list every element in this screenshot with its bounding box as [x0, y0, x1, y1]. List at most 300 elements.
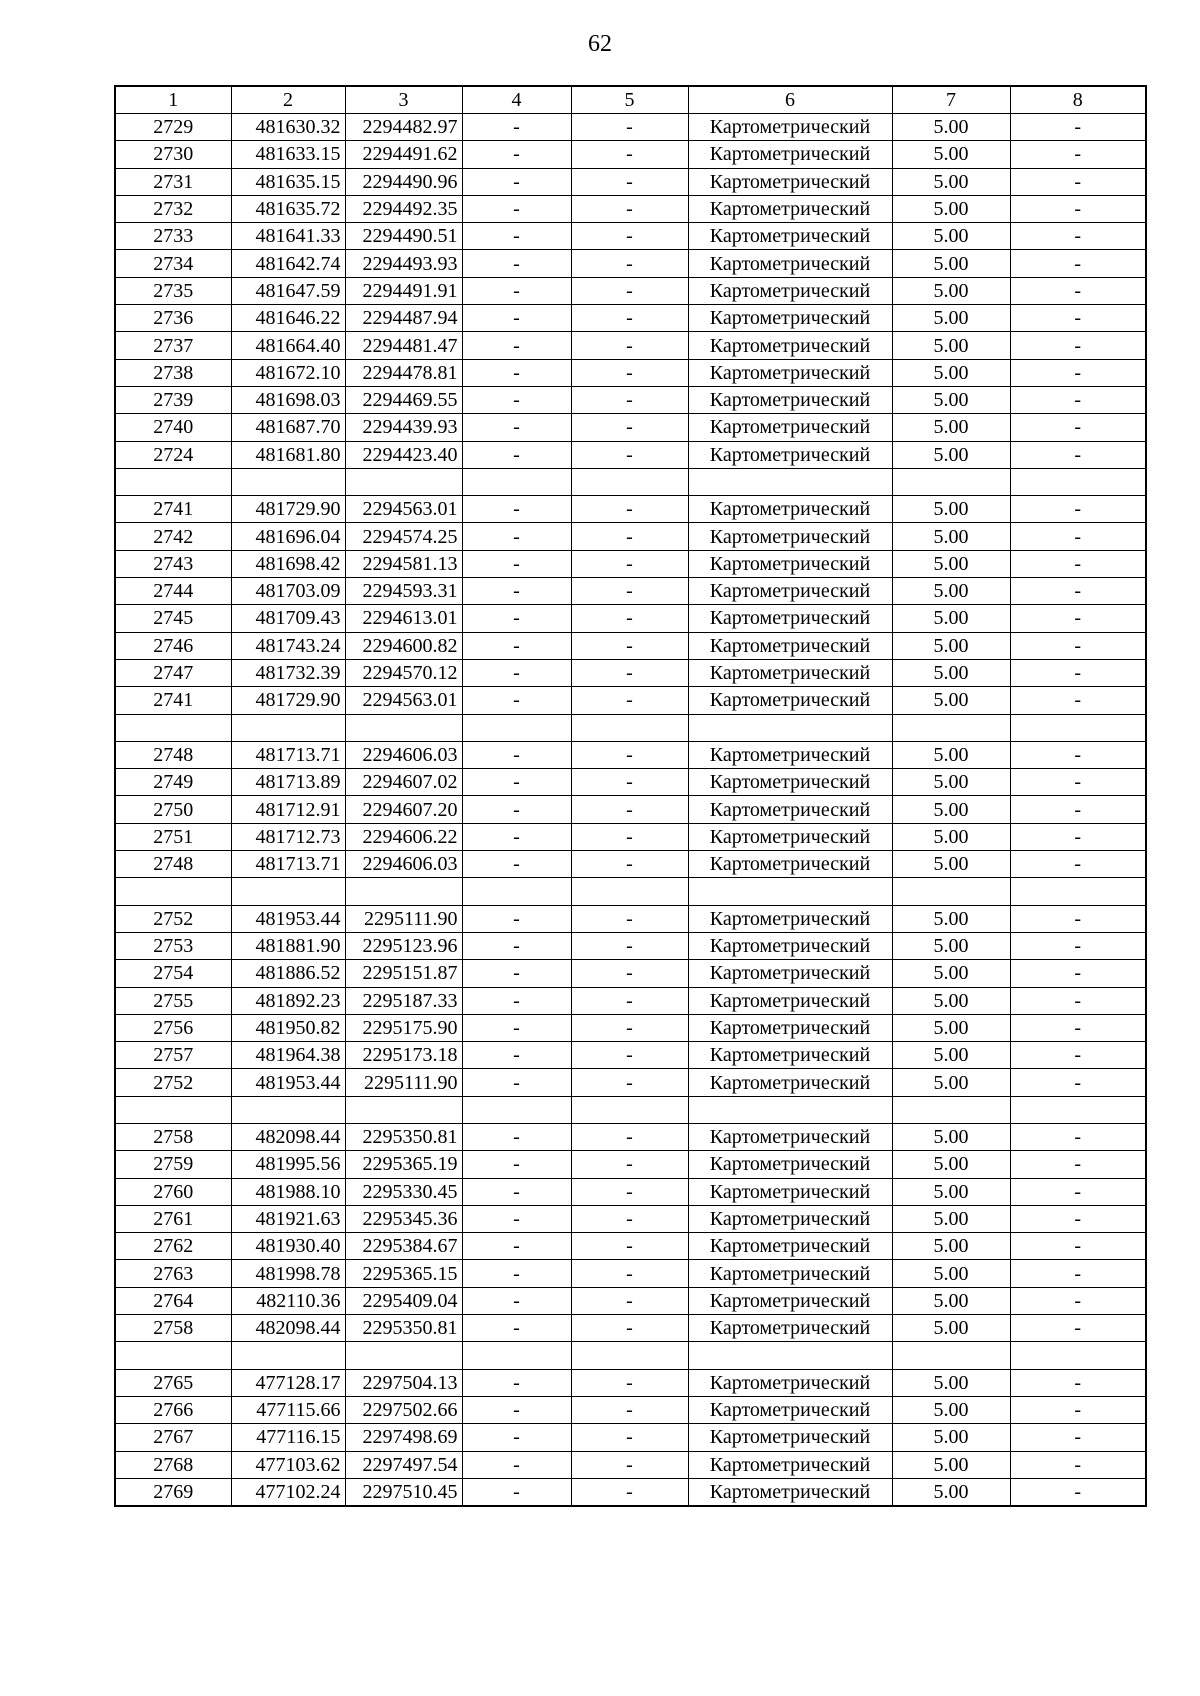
cell-method: Картометрический	[688, 769, 892, 796]
table-row	[115, 769, 1146, 796]
cell-point-number	[115, 1096, 231, 1123]
cell-accuracy: 5.00	[892, 1151, 1010, 1178]
cell-accuracy: 5.00	[892, 659, 1010, 686]
cell-coord-x: 481687.70	[231, 414, 345, 441]
cell-col-8: -	[1010, 1478, 1146, 1506]
cell-col-4: -	[462, 1205, 571, 1232]
cell-col-8: -	[1010, 1042, 1146, 1069]
cell-method: Картометрический	[688, 1260, 892, 1287]
column-header-8: 8	[1010, 86, 1146, 114]
column-header-3: 3	[345, 86, 462, 114]
cell-coord-y: 2297502.66	[345, 1396, 462, 1423]
cell-col-8: -	[1010, 741, 1146, 768]
cell-accuracy: 5.00	[892, 141, 1010, 168]
cell-method: Картометрический	[688, 796, 892, 823]
cell-col-4: -	[462, 769, 571, 796]
cell-accuracy	[892, 468, 1010, 495]
cell-accuracy: 5.00	[892, 1014, 1010, 1041]
cell-accuracy: 5.00	[892, 1287, 1010, 1314]
cell-col-5: -	[571, 1424, 688, 1451]
cell-coord-y: 2294607.02	[345, 769, 462, 796]
cell-point-number: 2724	[115, 441, 231, 468]
cell-method: Картометрический	[688, 386, 892, 413]
cell-coord-y: 2295345.36	[345, 1205, 462, 1232]
table-row	[115, 1424, 1146, 1451]
cell-accuracy: 5.00	[892, 114, 1010, 141]
cell-accuracy: 5.00	[892, 1396, 1010, 1423]
cell-point-number	[115, 714, 231, 741]
cell-method: Картометрический	[688, 114, 892, 141]
cell-method: Картометрический	[688, 960, 892, 987]
cell-coord-y: 2295111.90	[345, 905, 462, 932]
cell-coord-x: 481646.22	[231, 305, 345, 332]
table-row	[115, 250, 1146, 277]
table-row	[115, 987, 1146, 1014]
page-number: 62	[588, 31, 612, 57]
cell-point-number: 2734	[115, 250, 231, 277]
cell-col-4: -	[462, 1424, 571, 1451]
table-row	[115, 1096, 1146, 1123]
cell-point-number: 2758	[115, 1315, 231, 1342]
cell-col-5: -	[571, 960, 688, 987]
cell-method: Картометрический	[688, 195, 892, 222]
cell-coord-x: 481729.90	[231, 496, 345, 523]
cell-col-8: -	[1010, 578, 1146, 605]
cell-col-4: -	[462, 414, 571, 441]
cell-col-4: -	[462, 359, 571, 386]
cell-accuracy: 5.00	[892, 960, 1010, 987]
table-row	[115, 141, 1146, 168]
cell-accuracy: 5.00	[892, 332, 1010, 359]
cell-point-number: 2755	[115, 987, 231, 1014]
column-header-1: 1	[115, 86, 231, 114]
cell-point-number: 2740	[115, 414, 231, 441]
cell-col-5: -	[571, 332, 688, 359]
cell-col-8: -	[1010, 605, 1146, 632]
cell-col-8: -	[1010, 141, 1146, 168]
table-row	[115, 441, 1146, 468]
cell-coord-y: 2294493.93	[345, 250, 462, 277]
cell-method: Картометрический	[688, 741, 892, 768]
cell-accuracy	[892, 878, 1010, 905]
table-row	[115, 1260, 1146, 1287]
cell-col-5: -	[571, 1369, 688, 1396]
cell-coord-y: 2295384.67	[345, 1233, 462, 1260]
cell-col-4: -	[462, 223, 571, 250]
cell-col-5: -	[571, 195, 688, 222]
cell-col-4	[462, 468, 571, 495]
cell-col-8: -	[1010, 987, 1146, 1014]
cell-col-5: -	[571, 851, 688, 878]
table-row	[115, 386, 1146, 413]
cell-col-4: -	[462, 1233, 571, 1260]
cell-method: Картометрический	[688, 578, 892, 605]
cell-point-number: 2756	[115, 1014, 231, 1041]
cell-col-4: -	[462, 550, 571, 577]
cell-accuracy: 5.00	[892, 987, 1010, 1014]
cell-accuracy: 5.00	[892, 1451, 1010, 1478]
cell-coord-y: 2294481.47	[345, 332, 462, 359]
cell-col-4: -	[462, 1451, 571, 1478]
cell-col-8: -	[1010, 496, 1146, 523]
cell-col-4: -	[462, 332, 571, 359]
cell-coord-x: 477116.15	[231, 1424, 345, 1451]
cell-coord-x	[231, 1342, 345, 1369]
table-row	[115, 632, 1146, 659]
cell-point-number: 2753	[115, 932, 231, 959]
cell-point-number: 2757	[115, 1042, 231, 1069]
cell-col-4: -	[462, 1014, 571, 1041]
cell-point-number: 2765	[115, 1369, 231, 1396]
cell-col-5: -	[571, 359, 688, 386]
cell-col-8: -	[1010, 1233, 1146, 1260]
cell-point-number: 2768	[115, 1451, 231, 1478]
cell-method: Картометрический	[688, 277, 892, 304]
cell-coord-y	[345, 1342, 462, 1369]
cell-method: Картометрический	[688, 550, 892, 577]
cell-point-number: 2761	[115, 1205, 231, 1232]
cell-method: Картометрический	[688, 1287, 892, 1314]
cell-coord-y: 2295365.15	[345, 1260, 462, 1287]
cell-coord-y: 2295123.96	[345, 932, 462, 959]
table-row	[115, 468, 1146, 495]
cell-method: Картометрический	[688, 1178, 892, 1205]
cell-method: Картометрический	[688, 523, 892, 550]
cell-coord-y: 2297497.54	[345, 1451, 462, 1478]
cell-method: Картометрический	[688, 1451, 892, 1478]
table-row	[115, 878, 1146, 905]
cell-col-8: -	[1010, 769, 1146, 796]
cell-col-4: -	[462, 114, 571, 141]
cell-point-number: 2762	[115, 1233, 231, 1260]
cell-point-number: 2758	[115, 1123, 231, 1150]
cell-coord-x	[231, 1096, 345, 1123]
cell-col-5: -	[571, 1178, 688, 1205]
table-row	[115, 851, 1146, 878]
cell-col-5: -	[571, 550, 688, 577]
cell-col-5: -	[571, 1478, 688, 1506]
cell-accuracy: 5.00	[892, 605, 1010, 632]
cell-accuracy: 5.00	[892, 1178, 1010, 1205]
cell-coord-y: 2297510.45	[345, 1478, 462, 1506]
cell-coord-x: 481881.90	[231, 932, 345, 959]
cell-accuracy: 5.00	[892, 741, 1010, 768]
cell-col-8: -	[1010, 932, 1146, 959]
cell-method: Картометрический	[688, 659, 892, 686]
cell-coord-y: 2295151.87	[345, 960, 462, 987]
cell-col-5: -	[571, 687, 688, 714]
cell-point-number: 2766	[115, 1396, 231, 1423]
column-header-2: 2	[231, 86, 345, 114]
cell-coord-y: 2297504.13	[345, 1369, 462, 1396]
cell-method: Картометрический	[688, 1042, 892, 1069]
table-row	[115, 195, 1146, 222]
table-row	[115, 305, 1146, 332]
cell-point-number: 2760	[115, 1178, 231, 1205]
cell-method: Картометрический	[688, 905, 892, 932]
cell-col-5: -	[571, 523, 688, 550]
cell-coord-y: 2295111.90	[345, 1069, 462, 1096]
column-header-5: 5	[571, 86, 688, 114]
cell-col-4: -	[462, 305, 571, 332]
cell-coord-y: 2295350.81	[345, 1123, 462, 1150]
cell-method	[688, 1096, 892, 1123]
cell-col-8: -	[1010, 277, 1146, 304]
cell-col-8: -	[1010, 250, 1146, 277]
cell-col-4: -	[462, 1069, 571, 1096]
cell-point-number: 2737	[115, 332, 231, 359]
cell-coord-y: 2294607.20	[345, 796, 462, 823]
cell-method: Картометрический	[688, 305, 892, 332]
cell-col-5: -	[571, 1260, 688, 1287]
cell-col-5: -	[571, 114, 688, 141]
cell-col-8: -	[1010, 960, 1146, 987]
table-body	[115, 114, 1146, 1506]
cell-coord-y: 2295330.45	[345, 1178, 462, 1205]
cell-col-4: -	[462, 441, 571, 468]
cell-col-4: -	[462, 960, 571, 987]
cell-accuracy: 5.00	[892, 769, 1010, 796]
cell-col-5	[571, 714, 688, 741]
table-row	[115, 277, 1146, 304]
table-row	[115, 905, 1146, 932]
cell-coord-y: 2294423.40	[345, 441, 462, 468]
cell-col-4: -	[462, 141, 571, 168]
cell-col-4: -	[462, 1478, 571, 1506]
cell-col-5: -	[571, 987, 688, 1014]
cell-point-number: 2731	[115, 168, 231, 195]
cell-col-4: -	[462, 1123, 571, 1150]
cell-col-8	[1010, 1342, 1146, 1369]
cell-accuracy: 5.00	[892, 195, 1010, 222]
cell-col-8: -	[1010, 414, 1146, 441]
cell-coord-x: 481921.63	[231, 1205, 345, 1232]
cell-accuracy: 5.00	[892, 1205, 1010, 1232]
cell-col-8	[1010, 714, 1146, 741]
cell-col-5	[571, 1342, 688, 1369]
cell-coord-x: 481664.40	[231, 332, 345, 359]
table-row	[115, 1042, 1146, 1069]
cell-accuracy: 5.00	[892, 550, 1010, 577]
cell-col-8: -	[1010, 1451, 1146, 1478]
cell-point-number: 2733	[115, 223, 231, 250]
cell-point-number: 2751	[115, 823, 231, 850]
cell-col-4: -	[462, 605, 571, 632]
cell-accuracy	[892, 1342, 1010, 1369]
cell-coord-y: 2294439.93	[345, 414, 462, 441]
cell-col-8: -	[1010, 223, 1146, 250]
cell-coord-y: 2294563.01	[345, 687, 462, 714]
column-header-4: 4	[462, 86, 571, 114]
cell-col-4	[462, 1342, 571, 1369]
cell-coord-x: 481635.72	[231, 195, 345, 222]
cell-col-8: -	[1010, 1151, 1146, 1178]
cell-col-8: -	[1010, 905, 1146, 932]
table-row	[115, 687, 1146, 714]
table-row	[115, 223, 1146, 250]
cell-point-number: 2759	[115, 1151, 231, 1178]
table-row	[115, 659, 1146, 686]
cell-col-8	[1010, 1096, 1146, 1123]
cell-col-5: -	[571, 250, 688, 277]
cell-accuracy: 5.00	[892, 1123, 1010, 1150]
cell-method: Картометрический	[688, 1315, 892, 1342]
cell-point-number	[115, 878, 231, 905]
cell-col-8: -	[1010, 796, 1146, 823]
cell-col-5	[571, 468, 688, 495]
cell-point-number: 2748	[115, 741, 231, 768]
cell-coord-x: 481712.73	[231, 823, 345, 850]
cell-method: Картометрический	[688, 1233, 892, 1260]
cell-col-8: -	[1010, 659, 1146, 686]
cell-method: Картометрический	[688, 1369, 892, 1396]
cell-col-4: -	[462, 1178, 571, 1205]
table-row	[115, 714, 1146, 741]
cell-coord-y: 2294487.94	[345, 305, 462, 332]
cell-coord-y: 2295365.19	[345, 1151, 462, 1178]
cell-accuracy: 5.00	[892, 578, 1010, 605]
cell-col-5: -	[571, 632, 688, 659]
cell-method	[688, 1342, 892, 1369]
table-row	[115, 932, 1146, 959]
cell-col-5: -	[571, 769, 688, 796]
cell-method: Картометрический	[688, 851, 892, 878]
cell-point-number: 2748	[115, 851, 231, 878]
cell-coord-y: 2294563.01	[345, 496, 462, 523]
cell-col-5: -	[571, 1014, 688, 1041]
cell-method: Картометрический	[688, 932, 892, 959]
cell-col-8	[1010, 468, 1146, 495]
cell-point-number: 2747	[115, 659, 231, 686]
cell-col-8: -	[1010, 851, 1146, 878]
table-row	[115, 796, 1146, 823]
cell-coord-x: 481647.59	[231, 277, 345, 304]
cell-accuracy: 5.00	[892, 1315, 1010, 1342]
cell-col-4	[462, 878, 571, 905]
cell-method: Картометрический	[688, 687, 892, 714]
cell-col-4: -	[462, 1287, 571, 1314]
cell-accuracy	[892, 1096, 1010, 1123]
cell-col-8: -	[1010, 386, 1146, 413]
cell-coord-y: 2294606.03	[345, 741, 462, 768]
cell-method: Картометрический	[688, 359, 892, 386]
table-row	[115, 114, 1146, 141]
cell-accuracy: 5.00	[892, 687, 1010, 714]
cell-coord-x: 481641.33	[231, 223, 345, 250]
cell-coord-y: 2294492.35	[345, 195, 462, 222]
cell-coord-y: 2294491.91	[345, 277, 462, 304]
cell-point-number: 2735	[115, 277, 231, 304]
cell-col-8: -	[1010, 359, 1146, 386]
cell-coord-x: 482110.36	[231, 1287, 345, 1314]
cell-accuracy: 5.00	[892, 932, 1010, 959]
coordinates-table	[114, 85, 1147, 1507]
table-row	[115, 1178, 1146, 1205]
cell-point-number: 2763	[115, 1260, 231, 1287]
cell-col-4: -	[462, 523, 571, 550]
cell-col-5: -	[571, 1205, 688, 1232]
cell-method: Картометрический	[688, 168, 892, 195]
cell-point-number: 2742	[115, 523, 231, 550]
cell-point-number: 2750	[115, 796, 231, 823]
cell-accuracy: 5.00	[892, 632, 1010, 659]
cell-coord-x: 477115.66	[231, 1396, 345, 1423]
cell-method	[688, 878, 892, 905]
cell-coord-x	[231, 468, 345, 495]
cell-method: Картометрический	[688, 496, 892, 523]
cell-col-8: -	[1010, 1315, 1146, 1342]
cell-coord-y: 2294600.82	[345, 632, 462, 659]
cell-method: Картометрический	[688, 332, 892, 359]
cell-accuracy: 5.00	[892, 851, 1010, 878]
cell-method: Картометрический	[688, 823, 892, 850]
cell-col-5: -	[571, 578, 688, 605]
cell-col-8: -	[1010, 114, 1146, 141]
cell-col-5: -	[571, 932, 688, 959]
cell-col-8: -	[1010, 332, 1146, 359]
table-row	[115, 496, 1146, 523]
cell-coord-x: 481886.52	[231, 960, 345, 987]
cell-coord-x	[231, 714, 345, 741]
cell-coord-x: 481630.32	[231, 114, 345, 141]
table-row	[115, 1451, 1146, 1478]
cell-col-4	[462, 714, 571, 741]
cell-coord-y: 2294469.55	[345, 386, 462, 413]
cell-col-5: -	[571, 1042, 688, 1069]
cell-col-4: -	[462, 1369, 571, 1396]
cell-col-8: -	[1010, 823, 1146, 850]
cell-coord-y	[345, 1096, 462, 1123]
table-row	[115, 741, 1146, 768]
cell-col-8: -	[1010, 1369, 1146, 1396]
cell-coord-x: 481713.71	[231, 851, 345, 878]
cell-accuracy: 5.00	[892, 441, 1010, 468]
cell-col-5: -	[571, 1315, 688, 1342]
cell-accuracy: 5.00	[892, 823, 1010, 850]
cell-coord-y: 2295350.81	[345, 1315, 462, 1342]
cell-col-5: -	[571, 1287, 688, 1314]
cell-accuracy: 5.00	[892, 1069, 1010, 1096]
cell-col-5: -	[571, 168, 688, 195]
table-row	[115, 1369, 1146, 1396]
cell-coord-y	[345, 714, 462, 741]
cell-col-5: -	[571, 441, 688, 468]
table-row	[115, 1342, 1146, 1369]
cell-accuracy: 5.00	[892, 1233, 1010, 1260]
cell-col-4: -	[462, 823, 571, 850]
cell-col-8: -	[1010, 305, 1146, 332]
cell-coord-y: 2294478.81	[345, 359, 462, 386]
cell-coord-y: 2295173.18	[345, 1042, 462, 1069]
cell-col-5: -	[571, 1151, 688, 1178]
cell-col-8: -	[1010, 687, 1146, 714]
cell-col-5: -	[571, 741, 688, 768]
cell-point-number: 2752	[115, 1069, 231, 1096]
cell-col-5	[571, 1096, 688, 1123]
table-row	[115, 823, 1146, 850]
cell-col-4: -	[462, 851, 571, 878]
cell-coord-x: 481698.42	[231, 550, 345, 577]
cell-accuracy: 5.00	[892, 168, 1010, 195]
cell-coord-x: 481712.91	[231, 796, 345, 823]
cell-coord-x: 481635.15	[231, 168, 345, 195]
cell-coord-y: 2294606.03	[345, 851, 462, 878]
cell-accuracy: 5.00	[892, 1369, 1010, 1396]
cell-point-number: 2769	[115, 1478, 231, 1506]
cell-col-5: -	[571, 141, 688, 168]
cell-col-4: -	[462, 496, 571, 523]
cell-col-8: -	[1010, 195, 1146, 222]
